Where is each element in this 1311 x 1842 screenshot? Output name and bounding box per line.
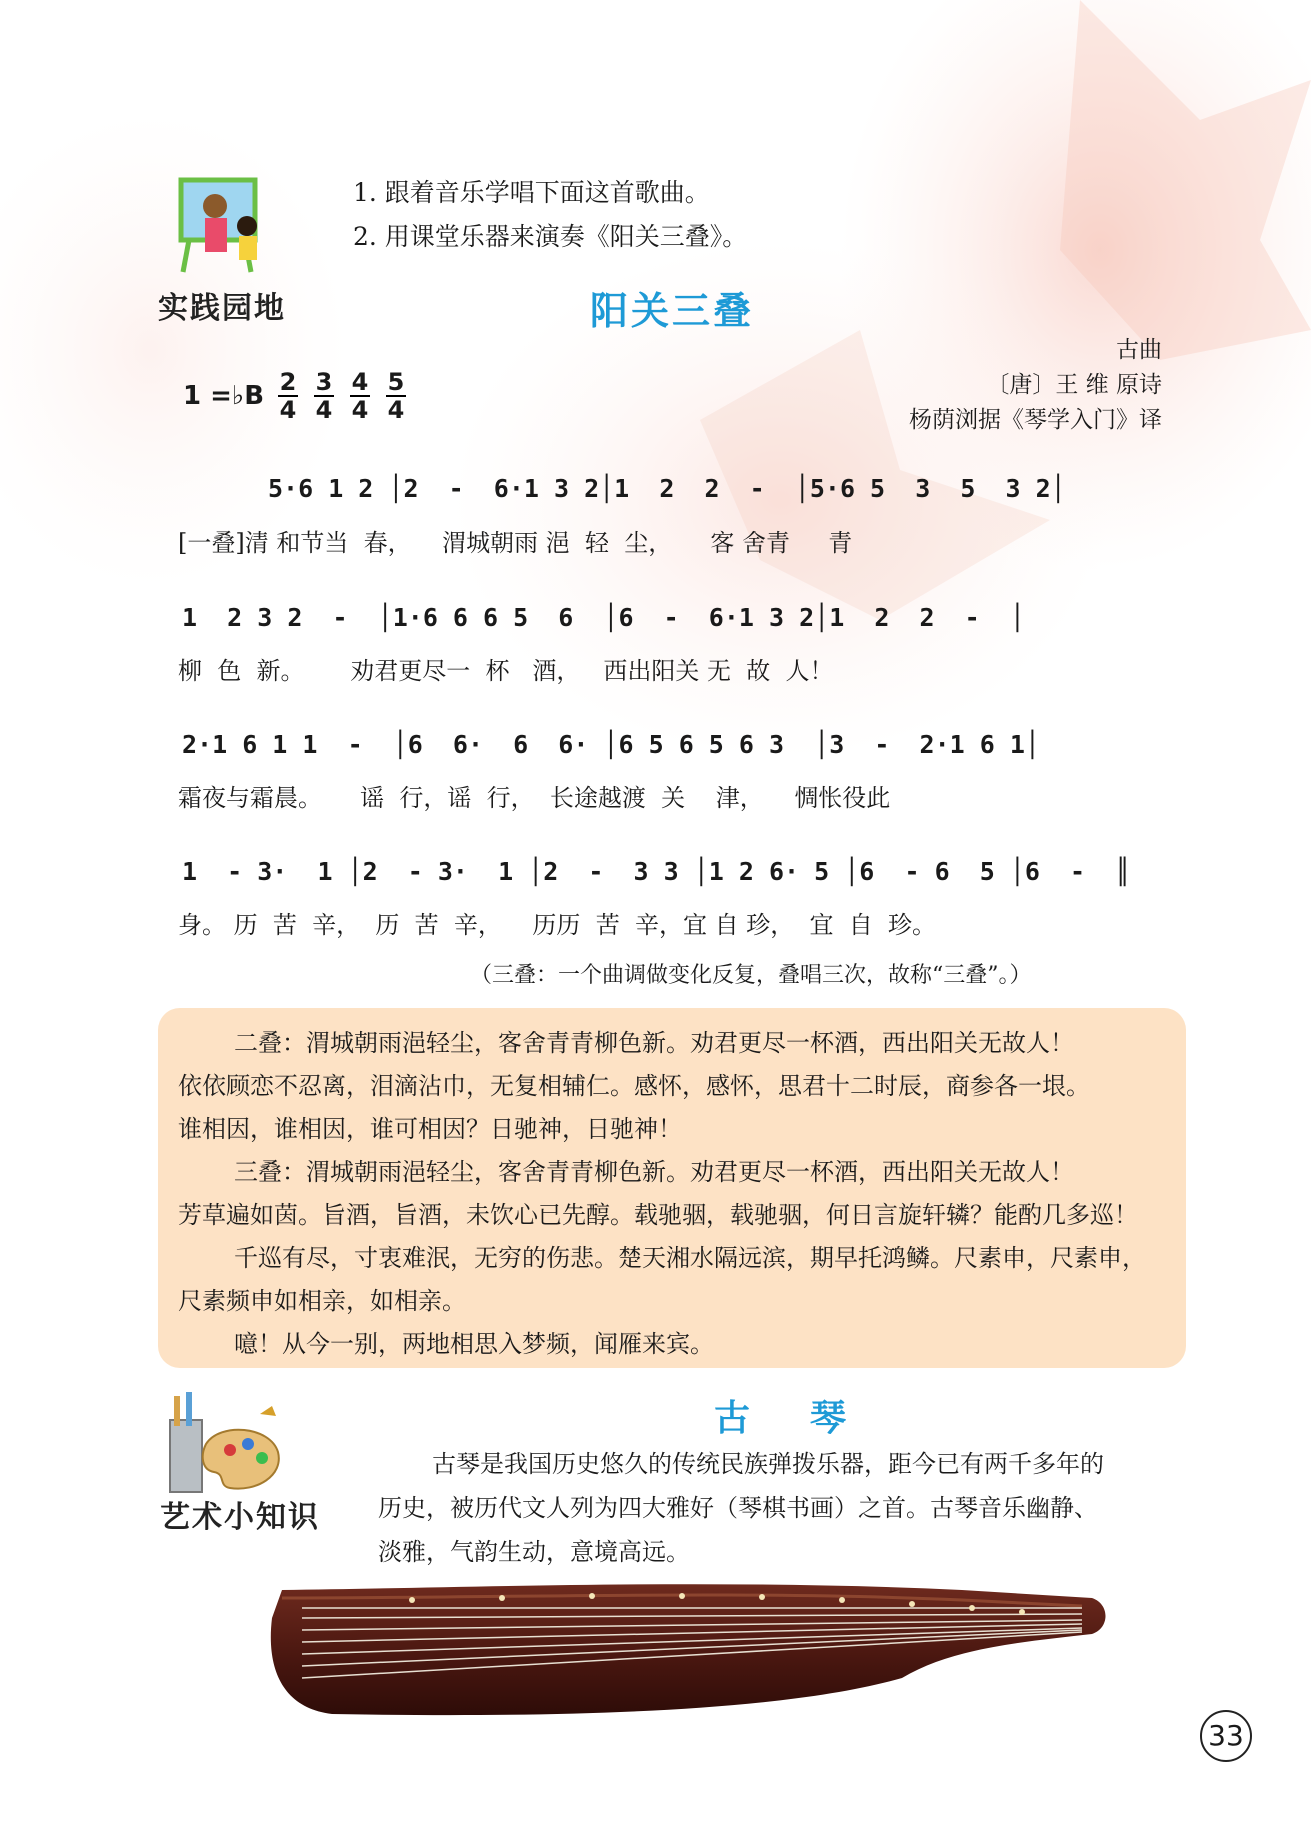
art-supplies-icon	[160, 1392, 290, 1500]
meter-bottom: 4	[387, 396, 405, 424]
meter-4-4	[350, 369, 370, 423]
score-line-4-notes: 1 - 3· 1 │2 - 3· 1 │2 - 3 3 │1 2 6· 5 │6 - 6 5 │6 - ║	[182, 857, 1131, 886]
meter-bottom: 4	[279, 396, 297, 424]
song-credits	[860, 333, 1162, 438]
meter-5-4	[386, 369, 406, 423]
task-1: 1. 跟着音乐学唱下面这首歌曲。	[353, 178, 710, 207]
meter-2-4	[278, 369, 298, 423]
paragraph-line: 历史，被历代文人列为四大雅好（琴棋书画）之首。古琴音乐幽静、	[378, 1494, 1098, 1522]
score-line-1-lyrics: [一叠]清 和节当 春， 渭城朝雨 浥 轻 尘， 客 舍青 青	[178, 529, 853, 557]
verse-line: 谁相因，谁相因，谁可相因？日驰神，日驰神！	[178, 1115, 682, 1143]
song-title: 阳关三叠	[590, 289, 755, 333]
song-footnote: （三叠：一个曲调做变化反复，叠唱三次，故称“三叠”。）	[470, 963, 1032, 988]
art-knowledge-icon	[160, 1392, 290, 1500]
meter-top: 2	[279, 368, 297, 396]
verse-line: 千巡有尽，寸衷难泯，无穷的伤悲。楚天湘水隔远滨，期早托鸿鳞。尺素申，尺素申，	[234, 1244, 1146, 1272]
guqin-image	[262, 1578, 1112, 1718]
verse-line: 尺素频申如相亲，如相亲。	[178, 1287, 466, 1315]
section-label-practice: 实践园地	[158, 291, 286, 326]
verse-line: 依依顾恋不忍离，泪滴沾巾，无复相辅仁。感怀，感怀，思君十二时辰，商参各一垠。	[178, 1072, 1090, 1100]
meter-3-4	[314, 369, 334, 423]
score-line-1-notes: 5·6 1 2 │2 - 6·1 3 2│1 2 2 - │5·6 5 3 5 3 2│	[268, 474, 1066, 503]
key-label: 1 =♭B	[183, 381, 265, 411]
score-line-2-lyrics: 柳 色 新。 劝君更尽一 杯 酒， 西出阳关 无 故 人！	[178, 657, 834, 685]
verse-line: 芳草遍如茵。旨酒，旨酒，未饮心已先醇。载驰骃，载驰骃，何日言旋轩辚？能酌几多巡！	[178, 1201, 1138, 1229]
verse-line: 二叠：渭城朝雨浥轻尘，客舍青青柳色新。劝君更尽一杯酒，西出阳关无故人！	[234, 1029, 1074, 1057]
meter-bottom: 4	[315, 396, 333, 424]
painting-kids-icon	[175, 176, 267, 274]
guqin-title: 古琴	[714, 1398, 907, 1439]
meter-top: 5	[387, 368, 405, 396]
credit-translator: 杨荫浏据《琴学入门》译	[909, 407, 1162, 433]
verse-line: 噫！从今一别，两地相思入梦频，闻雁来宾。	[234, 1330, 714, 1358]
verse-line: 三叠：渭城朝雨浥轻尘，客舍青青柳色新。劝君更尽一杯酒，西出阳关无故人！	[234, 1158, 1074, 1186]
meter-top: 4	[351, 368, 369, 396]
meter-bottom: 4	[351, 396, 369, 424]
key-signature	[183, 368, 414, 424]
score-line-2-notes: 1 2 3 2 - │1·6 6 6 5 6 │6 - 6·1 3 2│1 2 2 - │	[182, 603, 1025, 632]
credit-origin: 古曲	[1116, 337, 1162, 363]
credit-poet: 〔唐〕王 维 原诗	[986, 372, 1162, 398]
meter-top: 3	[315, 368, 333, 396]
score-line-4-lyrics: 身。 历 苦 辛， 历 苦 辛， 历历 苦 辛，宜 自 珍， 宜 自 珍。	[178, 911, 936, 939]
verses-text	[178, 1022, 1146, 1366]
score-line-3-notes: 2·1 6 1 1 - │6 6· 6 6· │6 5 6 5 6 3 │3 - 2·1 6 1│	[182, 730, 1040, 759]
task-2: 2. 用课堂乐器来演奏《阳关三叠》。	[353, 222, 748, 251]
section-label-art: 艺术小知识	[160, 1500, 320, 1535]
page-number: 33	[1200, 1710, 1252, 1762]
score-line-3-lyrics: 霜夜与霜晨。 谣 行，谣 行， 长途越渡 关 津， 惆怅役此	[178, 784, 891, 812]
guqin-paragraph	[378, 1442, 1104, 1574]
paragraph-line: 古琴是我国历史悠久的传统民族弹拨乐器，距今已有两千多年的	[432, 1450, 1104, 1478]
practice-icon	[175, 176, 267, 274]
paragraph-line: 淡雅，气韵生动，意境高远。	[378, 1538, 690, 1566]
